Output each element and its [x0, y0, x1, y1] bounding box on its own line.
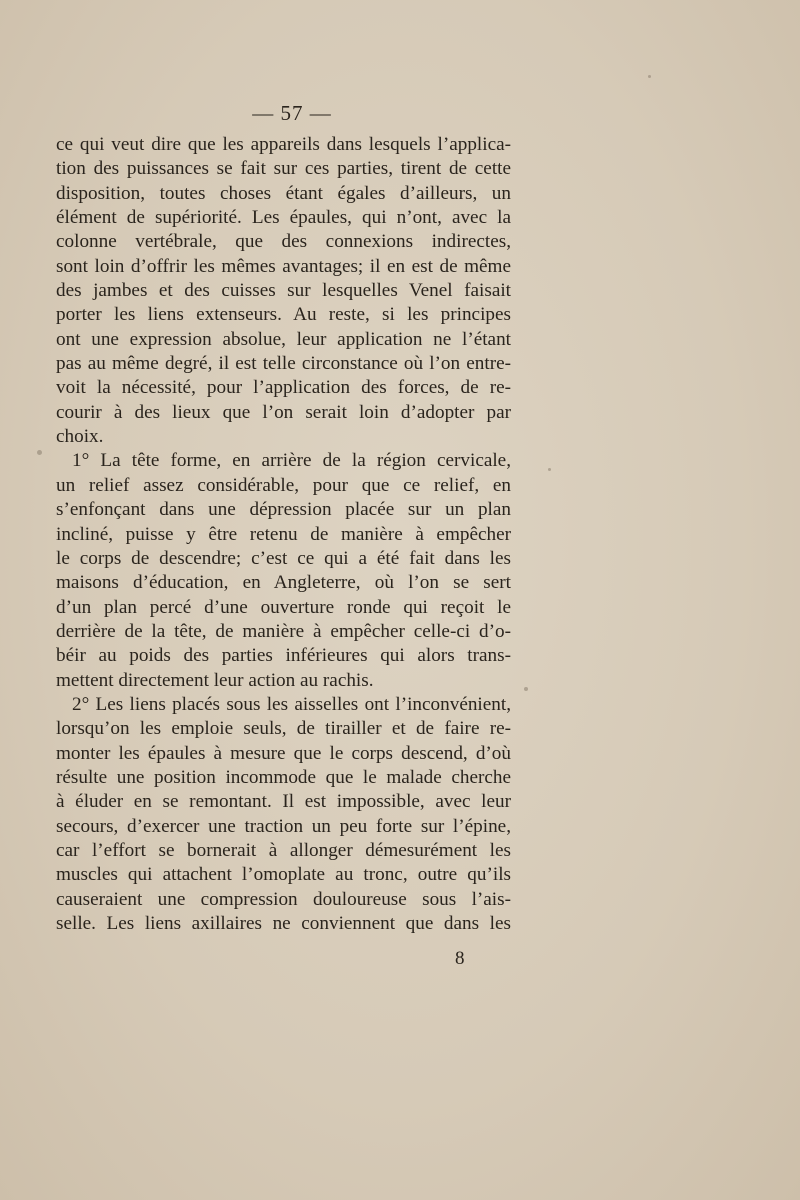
foxing-speck [648, 75, 651, 78]
text-line: tion des puissances se fait sur ces parties, tirent de cette [56, 158, 511, 180]
text-line: voit la nécessité, pour l’application des forces, de re- [56, 377, 511, 399]
text-line: porter les liens extenseurs. Au reste, si les principes [56, 304, 511, 326]
text-line: à éluder en se remontant. Il est impossible, avec leur [56, 791, 511, 813]
text-line: d’un plan percé d’une ouverture ronde qui reçoit le [56, 596, 511, 618]
signature-mark: 8 [455, 948, 465, 969]
text-line: selle. Les liens axillaires ne conviennent que dans les [56, 913, 511, 934]
foxing-speck [548, 468, 551, 471]
text-line: béir au poids des parties inférieures qui alors trans- [56, 645, 511, 667]
text-line: secours, d’exercer une traction un peu forte sur l’épine, [56, 815, 511, 837]
text-line: disposition, toutes choses étant égales d’ailleurs, un [56, 182, 511, 204]
text-line: ont une expression absolue, leur application ne l’étant [56, 328, 511, 350]
text-line: lorsqu’on les emploie seuls, de tirailler et de faire re- [56, 718, 511, 740]
text-line: colonne vertébrale, que des connexions indirectes, [56, 231, 511, 253]
text-line: des jambes et des cuisses sur lesquelles Venel faisait [56, 280, 511, 302]
text-line: maisons d’éducation, en Angleterre, où l’on se sert [56, 572, 511, 594]
text-line: s’enfonçant dans une dépression placée sur un plan [56, 499, 511, 521]
text-line: causeraient une compression douloureuse sous l’ais- [56, 888, 511, 910]
body-text [56, 133, 511, 936]
text-line: mettent directement leur action au rachis. [56, 669, 374, 691]
text-line: 1° La tête forme, en arrière de la région cervicale, [72, 450, 511, 472]
text-line: pas au même degré, il est telle circonstance où l’on entre- [56, 353, 511, 375]
text-line: choix. [56, 426, 104, 448]
text-line: 2° Les liens placés sous les aisselles ont l’inconvénient, [72, 693, 511, 715]
page-number: — 57 — [252, 101, 332, 125]
text-line: car l’effort se bornerait à allonger démesurément les [56, 839, 511, 861]
text-line: sont loin d’offrir les mêmes avantages; il en est de même [56, 255, 511, 277]
text-line: résulte une position incommode que le malade cherche [56, 766, 511, 788]
text-line: derrière de la tête, de manière à empêcher celle-ci d’o- [56, 620, 511, 642]
text-line: élément de supériorité. Les épaules, qui n’ont, avec la [56, 207, 511, 229]
text-line: monter les épaules à mesure que le corps descend, d’où [56, 742, 511, 764]
foxing-speck [524, 687, 528, 691]
text-line: incliné, puisse y être retenu de manière à empêcher [56, 523, 511, 545]
foxing-speck [37, 450, 42, 455]
text-line: muscles qui attachent l’omoplate au tronc, outre qu’ils [56, 864, 511, 886]
text-line: courir à des lieux que l’on serait loin d’adopter par [56, 401, 511, 423]
text-line: le corps de descendre; c’est ce qui a été fait dans les [56, 547, 511, 569]
text-line: ce qui veut dire que les appareils dans lesquels l’applica- [56, 134, 511, 155]
text-line: un relief assez considérable, pour que ce relief, en [56, 474, 511, 496]
